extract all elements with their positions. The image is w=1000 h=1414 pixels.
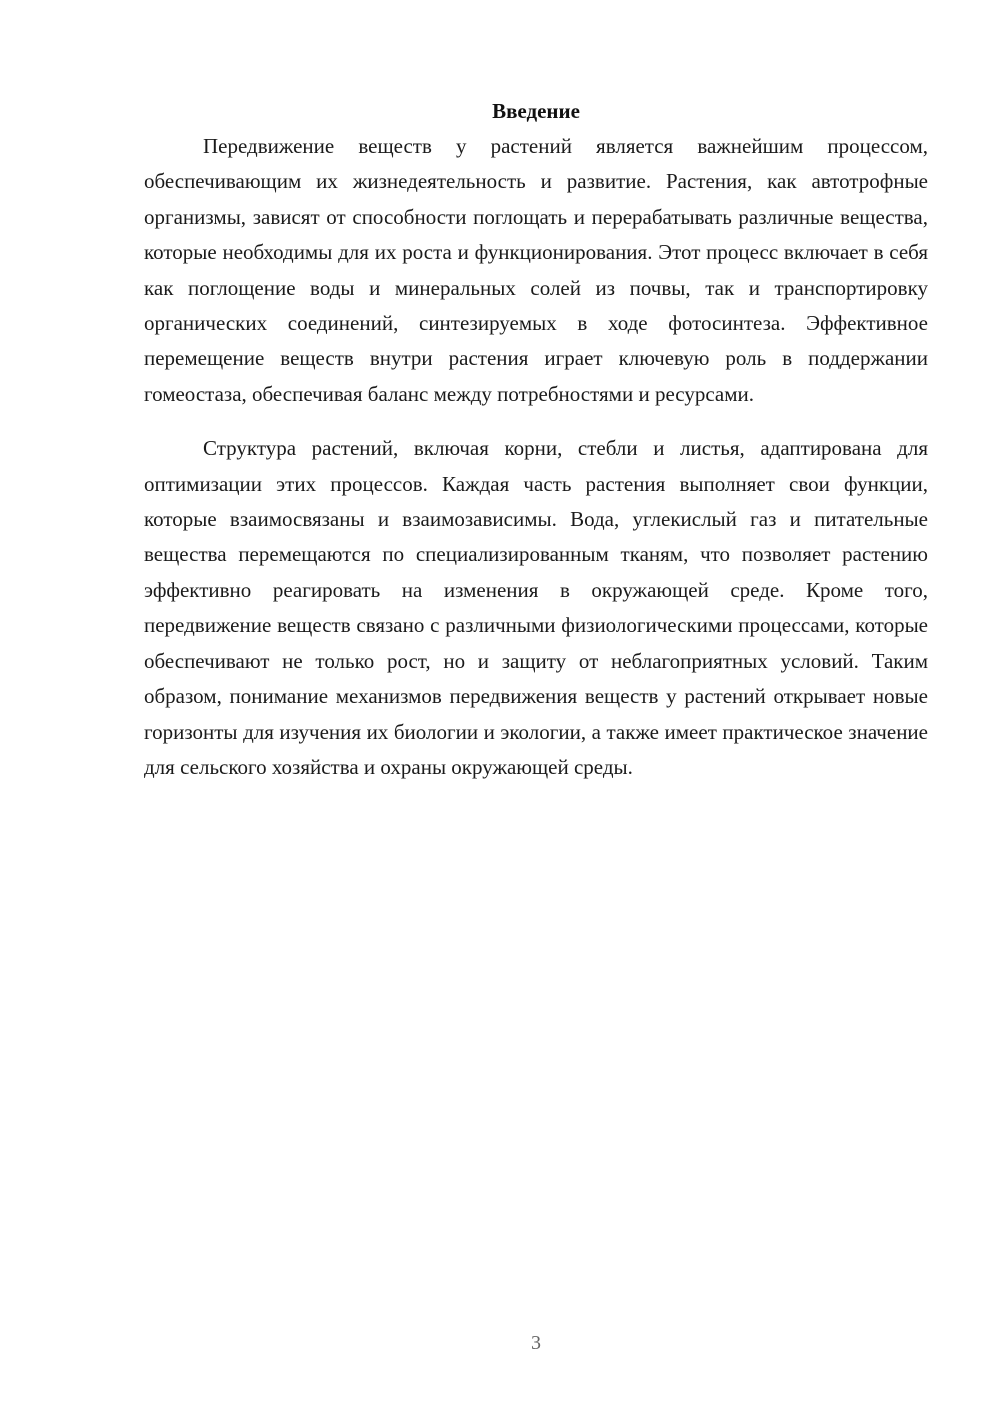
section-title: Введение xyxy=(492,99,580,123)
page-number: 3 xyxy=(531,1332,541,1354)
document-body xyxy=(144,94,928,785)
paragraph-1: Передвижение веществ у растений является важнейшим процессом, обеспечивающим их жизнедеятельность и развитие. Растения, как автотрофные организмы, зависят от способности поглощать и перерабатывать различные вещества, которые необходимы для их роста и функционирования. Этот процесс включает в себя как поглощение воды и минеральных солей из почвы, так и транспортировку органических соединений, синтезируемых в ходе фотосинтеза. Эффективное перемещение веществ внутри растения играет ключевую роль в поддержании гомеостаза, обеспечивая баланс между потребностями и ресурсами. xyxy=(144,134,928,406)
paragraph-2: Структура растений, включая корни, стебли и листья, адаптирована для оптимизации этих процессов. Каждая часть растения выполняет свои функции, которые взаимосвязаны и взаимозависимы. Вода, углекислый газ и питательные вещества перемещаются по специализированным тканям, что позволяет растению эффективно реагировать на изменения в окружающей среде. Кроме того, передвижение веществ связано с различными физиологическими процессами, которые обеспечивают не только рост, но и защиту от неблагоприятных условий. Таким образом, понимание механизмов передвижения веществ у растений открывает новые горизонты для изучения их биологии и экологии, а также имеет практическое значение для сельского хозяйства и охраны окружающей среды. xyxy=(144,436,928,779)
